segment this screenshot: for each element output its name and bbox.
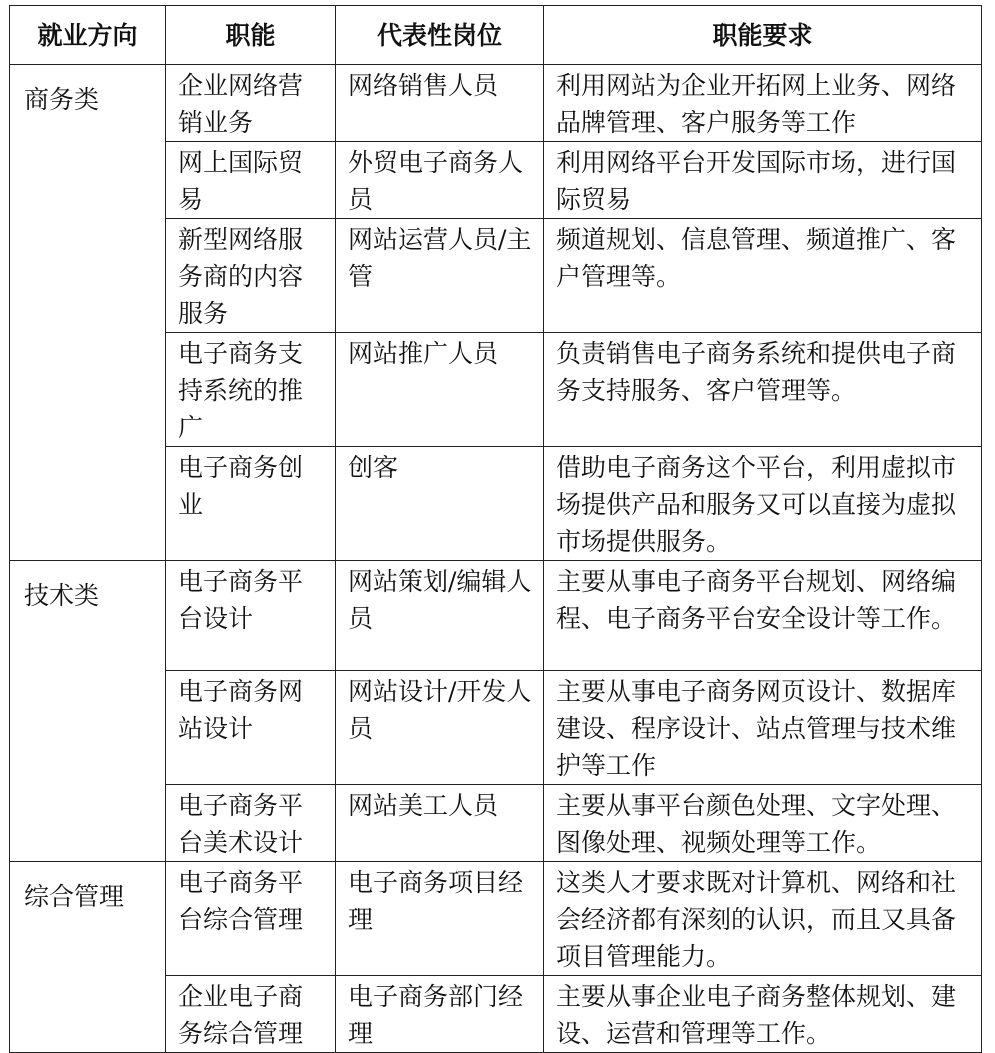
position-cell: 外贸电子商务人员 bbox=[336, 142, 544, 219]
function-cell: 企业电子商务综合管理 bbox=[166, 976, 336, 1053]
direction-cell: 商务类 bbox=[10, 65, 166, 561]
header-direction: 就业方向 bbox=[10, 6, 166, 65]
requirement-cell: 主要从事电子商务平台规划、网络编程、电子商务平台安全设计等工作。 bbox=[544, 561, 982, 671]
position-cell: 网站运营人员/主管 bbox=[336, 219, 544, 333]
requirement-cell: 频道规划、信息管理、频道推广、客户管理等。 bbox=[544, 219, 982, 333]
direction-cell: 技术类 bbox=[10, 561, 166, 862]
function-cell: 电子商务创业 bbox=[166, 447, 336, 561]
function-cell: 电子商务平台综合管理 bbox=[166, 862, 336, 976]
position-cell: 网站推广人员 bbox=[336, 333, 544, 447]
function-cell: 电子商务平台美术设计 bbox=[166, 785, 336, 862]
position-cell: 网站策划/编辑人员 bbox=[336, 561, 544, 671]
table-row bbox=[10, 65, 982, 142]
header-function: 职能 bbox=[166, 6, 336, 65]
function-cell: 网上国际贸易 bbox=[166, 142, 336, 219]
position-cell: 电子商务部门经理 bbox=[336, 976, 544, 1053]
career-table bbox=[9, 5, 982, 1053]
requirement-cell: 利用网站为企业开拓网上业务、网络品牌管理、客户服务等工作 bbox=[544, 65, 982, 142]
position-cell: 网站美工人员 bbox=[336, 785, 544, 862]
function-cell: 企业网络营销业务 bbox=[166, 65, 336, 142]
header-requirement: 职能要求 bbox=[544, 6, 982, 65]
requirement-cell: 主要从事电子商务网页设计、数据库建设、程序设计、站点管理与技术维护等工作 bbox=[544, 671, 982, 785]
position-cell: 网站设计/开发人员 bbox=[336, 671, 544, 785]
position-cell: 创客 bbox=[336, 447, 544, 561]
function-cell: 新型网络服务商的内容服务 bbox=[166, 219, 336, 333]
table-row bbox=[10, 561, 982, 671]
function-cell: 电子商务网站设计 bbox=[166, 671, 336, 785]
function-cell: 电子商务平台设计 bbox=[166, 561, 336, 671]
header-row bbox=[10, 6, 982, 65]
requirement-cell: 借助电子商务这个平台，利用虚拟市场提供产品和服务又可以直接为虚拟市场提供服务。 bbox=[544, 447, 982, 561]
requirement-cell: 负责销售电子商务系统和提供电子商务支持服务、客户管理等。 bbox=[544, 333, 982, 447]
header-position: 代表性岗位 bbox=[336, 6, 544, 65]
direction-cell: 综合管理 bbox=[10, 862, 166, 1053]
requirement-cell: 主要从事企业电子商务整体规划、建设、运营和管理等工作。 bbox=[544, 976, 982, 1053]
requirement-cell: 这类人才要求既对计算机、网络和社会经济都有深刻的认识，而且又具备项目管理能力。 bbox=[544, 862, 982, 976]
requirement-cell: 主要从事平台颜色处理、文字处理、图像处理、视频处理等工作。 bbox=[544, 785, 982, 862]
function-cell: 电子商务支持系统的推广 bbox=[166, 333, 336, 447]
table-row bbox=[10, 862, 982, 976]
requirement-cell: 利用网络平台开发国际市场，进行国际贸易 bbox=[544, 142, 982, 219]
position-cell: 电子商务项目经理 bbox=[336, 862, 544, 976]
position-cell: 网络销售人员 bbox=[336, 65, 544, 142]
